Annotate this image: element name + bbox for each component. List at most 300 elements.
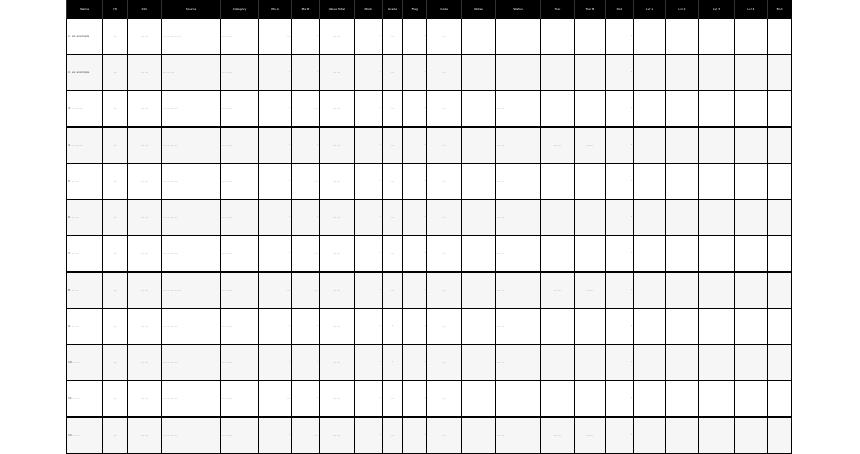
table-cell-ht: ... [103,381,127,418]
table-cell-d: ' [605,164,633,200]
table-cell-l1 [633,200,665,236]
table-cell-t2: ... ... [575,127,605,164]
data-table [66,0,792,454]
table-cell-a: ' [259,91,291,128]
table-cell-b: ' [291,345,319,381]
table-cell-s: ... ... [496,164,541,200]
table-cell-n [461,381,495,418]
table-cell-info: ... ... [127,200,161,236]
table-cell-info: ... ... [127,345,161,381]
table-cell-b: ... [291,417,319,454]
table-cell-n [461,309,495,345]
table-cell-t2 [575,19,605,55]
table-cell-f: ' [403,236,427,273]
table-cell-n [461,272,495,309]
table-cell-cat: ... ... ... [220,19,258,55]
table-cell-g: ... [382,236,402,273]
table-cell-ht: ... [103,345,127,381]
table-row[interactable] [67,381,792,418]
table-cell-l2 [666,127,698,164]
table-cell-l2 [666,200,698,236]
table-cell-c: ... [427,127,461,164]
table-cell-ht: ... [103,91,127,128]
table-cell-g: ... [382,417,402,454]
table-cell-val: ... ... [320,127,354,164]
table-cell-info: ... ... [127,236,161,273]
table-cell-s: ... ... [496,309,541,345]
table-cell-l3 [698,127,734,164]
table-body [67,19,792,454]
column-header[interactable]: Category [220,0,258,19]
table-cell-b: ' [291,309,319,345]
table-cell-t [540,91,574,128]
table-cell-m: ' [354,164,382,200]
table-cell-s: ... ... [496,236,541,273]
table-cell-n [461,345,495,381]
table-cell-cat: ... ... ... [220,309,258,345]
table-cell-val: ... ... [320,91,354,128]
table-cell-f: ' [403,272,427,309]
table-cell-val: ... ... [320,19,354,55]
table-cell-l4 [735,55,767,91]
table-cell-info: ... ... [127,272,161,309]
table-cell-source: ... ... ... ... [162,164,221,200]
table-cell-b: ' [291,127,319,164]
table-cell-l3 [698,164,734,200]
column-header[interactable]: Ht [103,0,127,19]
table-cell-val: ... ... [320,345,354,381]
column-header[interactable]: Grade [382,0,402,19]
column-header[interactable]: Flag [403,0,427,19]
table-cell-g: ' [382,309,402,345]
table-cell-s [496,381,541,418]
table-cell-cat: ... ... ... [220,381,258,418]
table-cell-f: ' [403,164,427,200]
table-cell-f: ' [403,381,427,418]
table-cell-val: ... ... [320,164,354,200]
table-cell-ht: ... [103,309,127,345]
table-cell-a: ' [259,236,291,273]
table-cell-l3 [698,55,734,91]
table-cell-l1 [633,345,665,381]
table-cell-l2 [666,309,698,345]
table-cell-source: ... ... ... ... [162,417,221,454]
table-cell-b: ... [291,236,319,273]
table-cell-c: ... [427,164,461,200]
table-cell-source: ... ... ... ... [162,345,221,381]
table-cell-t: ... ... [540,417,574,454]
column-header[interactable]: Name [67,0,103,19]
table-cell-info: ... ... [127,19,161,55]
column-header[interactable]: Lvl 2 [666,0,698,19]
table-cell-c: ... [427,19,461,55]
table-cell-cat: ... ... ... [220,345,258,381]
table-row[interactable] [67,127,792,164]
table-cell-m: ' [354,91,382,128]
table-row[interactable] [67,345,792,381]
column-header[interactable]: Code [427,0,461,19]
table-cell-source: ... ... ... ... [162,91,221,128]
column-header[interactable]: Pts B [291,0,319,19]
table-cell-t2 [575,91,605,128]
table-cell-c: ... [427,345,461,381]
table-cell-c: ... [427,55,461,91]
table-cell-m: ' [354,55,382,91]
table-cell-name: 3. ... ... ... [67,91,103,128]
table-cell-d: ' [605,236,633,273]
table-cell-g: ... [382,127,402,164]
table-cell-t2 [575,164,605,200]
table-row[interactable] [67,272,792,309]
table-cell-ht: ... [103,19,127,55]
table-row[interactable] [67,91,792,128]
table-cell-val: ... ... [320,309,354,345]
table-cell-l4 [735,309,767,345]
table-cell-ht: ... [103,127,127,164]
table-cell-s [496,55,541,91]
table-cell-l2 [666,236,698,273]
table-cell-b: ' [291,381,319,418]
table-cell-l4 [735,19,767,55]
table-cell-d: ' [605,272,633,309]
table-cell-n [461,55,495,91]
table-cell-info: ... ... [127,381,161,418]
table-cell-e [767,345,791,381]
table-cell-g: ... [382,200,402,236]
table-cell-name: 10. ... ... [67,345,103,381]
table-cell-source: ... ... ... ... [162,200,221,236]
table-cell-name: 6. ... ... [67,200,103,236]
table-row[interactable] [67,417,792,454]
table-cell-b: ... [291,164,319,200]
table-cell-cat: ... ... ... [220,164,258,200]
column-header[interactable]: Source [162,0,221,19]
table-cell-cat: ... ... ... [220,200,258,236]
column-header[interactable]: Lvl 3 [698,0,734,19]
table-cell-l3 [698,19,734,55]
table-cell-s: ... ... [496,345,541,381]
table-cell-l1 [633,55,665,91]
table-cell-g: ... [382,272,402,309]
table-cell-d: ' [605,91,633,128]
table-cell-c: ... [427,381,461,418]
table-cell-name: 4. ... ... ... [67,127,103,164]
table-cell-t [540,236,574,273]
table-cell-e [767,272,791,309]
table-cell-m: ' [354,127,382,164]
table-cell-l3 [698,236,734,273]
table-cell-info: ... ... [127,91,161,128]
table-cell-l1 [633,417,665,454]
table-cell-l4 [735,381,767,418]
table-cell-n [461,91,495,128]
table-row[interactable] [67,200,792,236]
table-cell-b: ' [291,55,319,91]
table-cell-val: ... ... [320,200,354,236]
table-row[interactable] [67,236,792,273]
table-cell-l3 [698,417,734,454]
table-cell-d: ' [605,200,633,236]
table-cell-l4 [735,200,767,236]
table-cell-d: ' [605,417,633,454]
table-cell-l3 [698,200,734,236]
table-row[interactable] [67,164,792,200]
table-cell-t [540,19,574,55]
header-row [67,0,792,19]
table-cell-m: ' [354,19,382,55]
table-cell-l3 [698,272,734,309]
table-cell-t [540,55,574,91]
table-cell-val: ... ... [320,417,354,454]
column-header[interactable]: Dot [605,0,633,19]
table-cell-cat: ... ... ... [220,55,258,91]
table-cell-cat: ... ... ... [220,236,258,273]
table-cell-l1 [633,164,665,200]
table-cell-d: ' [605,345,633,381]
table-row[interactable] [67,19,792,55]
table-cell-l2 [666,55,698,91]
table-cell-val: ... ... [320,381,354,418]
table-cell-t2: ... ... [575,272,605,309]
table-cell-b: ' [291,19,319,55]
table-cell-a: ' [259,309,291,345]
table-cell-g: ... [382,19,402,55]
table-cell-s [496,19,541,55]
table-row[interactable] [67,309,792,345]
table-cell-t [540,381,574,418]
column-header[interactable]: Notes [461,0,495,19]
table-cell-e [767,19,791,55]
table-cell-l4 [735,272,767,309]
table-cell-n [461,19,495,55]
table-cell-s: ... ... [496,272,541,309]
table-cell-cat: ... ... ... [220,91,258,128]
table-cell-cat: ... ... ... [220,127,258,164]
table-cell-g: ... [382,381,402,418]
table-cell-a: ' [259,55,291,91]
table-cell-c: ... [427,272,461,309]
table-cell-e [767,236,791,273]
table-cell-l3 [698,345,734,381]
table-cell-l4 [735,236,767,273]
table-cell-name: 7. ... ... [67,236,103,273]
table-cell-g: ... [382,55,402,91]
table-cell-name: 11. ... ... [67,381,103,418]
table-cell-c: ... [427,200,461,236]
table-cell-m: ' [354,272,382,309]
table-cell-d: ' [605,381,633,418]
table-cell-l1 [633,381,665,418]
table-cell-e [767,309,791,345]
table-cell-t2 [575,381,605,418]
column-header[interactable]: Mark [354,0,382,19]
table-cell-d: ' [605,309,633,345]
table-cell-a: ' [259,345,291,381]
table-cell-info: ... ... [127,164,161,200]
table-cell-m: ' [354,200,382,236]
table-cell-source: ... ... ... ... ... [162,19,221,55]
table-cell-a: ' [259,417,291,454]
table-cell-l3 [698,309,734,345]
table-cell-c: ... [427,91,461,128]
table-cell-e [767,164,791,200]
table-cell-val: ... ... [320,236,354,273]
table-cell-m: ' [354,345,382,381]
table-cell-val: ... ... [320,272,354,309]
table-cell-name: 5. ... ... [67,164,103,200]
table-cell-c: ... [427,236,461,273]
table-cell-l2 [666,19,698,55]
table-cell-name: 12. ... ... [67,417,103,454]
table-cell-t2 [575,236,605,273]
table-cell-e [767,381,791,418]
table-cell-e [767,91,791,128]
table-cell-source: ... ... ... ... [162,309,221,345]
table-cell-ht: ... [103,272,127,309]
table-cell-l1 [633,19,665,55]
table-cell-s: ... ... [496,91,541,128]
table-cell-f: ' [403,19,427,55]
table-cell-d: ' [605,19,633,55]
table-cell-f: ' [403,345,427,381]
column-header[interactable]: Pts A [259,0,291,19]
table-cell-n [461,417,495,454]
table-cell-l2 [666,164,698,200]
table-cell-g: ... [382,91,402,128]
table-cell-e [767,127,791,164]
table-cell-val: ... ... [320,55,354,91]
table-cell-t [540,200,574,236]
table-header [67,0,792,19]
table-cell-f: ' [403,417,427,454]
table-cell-l3 [698,381,734,418]
table-cell-e [767,55,791,91]
table-cell-a: ... [259,19,291,55]
table-cell-cat: ... ... ... [220,417,258,454]
table-cell-t: ... ... [540,127,574,164]
table-cell-t2: ... ... [575,417,605,454]
table-cell-source: ... ... ... [162,55,221,91]
table-cell-ht: ... [103,164,127,200]
table-cell-info: ... ... [127,417,161,454]
table-cell-m: ' [354,236,382,273]
table-cell-s: ... ... [496,200,541,236]
table-cell-m: ' [354,381,382,418]
table-cell-s: ... ... [496,127,541,164]
column-header[interactable]: Status [496,0,541,19]
table-cell-n [461,164,495,200]
table-cell-ht: ... [103,200,127,236]
column-header[interactable]: Tier B [575,0,605,19]
table-cell-g: ... [382,164,402,200]
table-cell-f: ' [403,55,427,91]
table-cell-b: ... [291,91,319,128]
table-cell-t2 [575,200,605,236]
table-row[interactable] [67,55,792,91]
table-cell-t [540,309,574,345]
table-cell-n [461,236,495,273]
table-cell-f: ' [403,91,427,128]
table-cell-l2 [666,417,698,454]
table-cell-l2 [666,381,698,418]
table-cell-l4 [735,164,767,200]
table-cell-l1 [633,91,665,128]
table-cell-name: 9. ... ... [67,309,103,345]
table-cell-info: ... ... [127,309,161,345]
column-header[interactable]: Info [127,0,161,19]
table-cell-a: ... [259,272,291,309]
table-cell-e [767,417,791,454]
table-cell-cat: ... ... ... [220,272,258,309]
table-cell-t2 [575,55,605,91]
table-cell-name: 8. ... ... [67,272,103,309]
table-cell-l4 [735,127,767,164]
table-cell-t: ... ... [540,272,574,309]
table-cell-ht: ... [103,236,127,273]
table-cell-ht: ... [103,417,127,454]
table-cell-s: ... ... [496,417,541,454]
table-cell-l2 [666,345,698,381]
table-cell-t2 [575,309,605,345]
table-cell-l1 [633,236,665,273]
table-cell-a: ' [259,200,291,236]
column-header[interactable]: Value Total [320,0,354,19]
table-cell-l4 [735,417,767,454]
table-cell-e [767,200,791,236]
table-cell-l3 [698,91,734,128]
table-cell-a: ' [259,127,291,164]
table-cell-ht: ... [103,55,127,91]
table-cell-source: ... ... ... ... ... [162,272,221,309]
table-cell-info: ... ... [127,127,161,164]
table-cell-b: ... [291,272,319,309]
table-cell-c: ... [427,417,461,454]
table-cell-g: ' [382,345,402,381]
table-cell-f: ' [403,127,427,164]
table-cell-l4 [735,91,767,128]
table-cell-source: ... ... ... ... [162,127,221,164]
table-cell-l1 [633,272,665,309]
column-header[interactable]: Tier [540,0,574,19]
table-cell-l4 [735,345,767,381]
table-cell-l1 [633,127,665,164]
table-cell-d: ' [605,55,633,91]
table-cell-a: ' [259,164,291,200]
table-cell-c: ... [427,309,461,345]
table-cell-m: ' [354,417,382,454]
column-header[interactable]: Lvl 1 [633,0,665,19]
table-cell-l2 [666,272,698,309]
table-cell-t [540,345,574,381]
table-cell-a: ... [259,381,291,418]
table-cell-n [461,127,495,164]
table-cell-m: ' [354,309,382,345]
table-cell-f: ' [403,200,427,236]
table-cell-info: ... ... [127,55,161,91]
table-cell-source: ... ... ... ... [162,381,221,418]
table-cell-n [461,200,495,236]
table-cell-b: ' [291,200,319,236]
table-cell-source: ... ... ... ... [162,236,221,273]
table-cell-d: ' [605,127,633,164]
column-header[interactable]: Lvl 4 [735,0,767,19]
table-cell-f: ' [403,309,427,345]
table-cell-name: 2. ex example [67,55,103,91]
table-cell-l1 [633,309,665,345]
data-sheet [66,0,792,450]
column-header[interactable]: End [767,0,791,19]
table-cell-name: 1. ex example [67,19,103,55]
